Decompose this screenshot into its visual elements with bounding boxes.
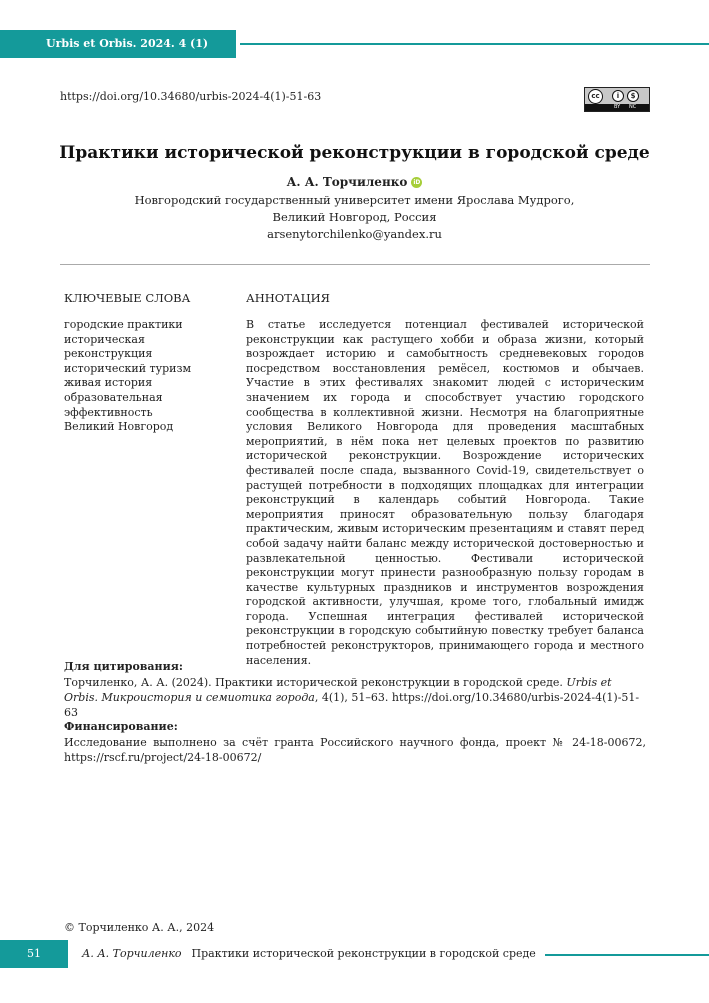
by-icon: i bbox=[612, 90, 624, 102]
keyword: исторический туризм bbox=[64, 361, 192, 375]
keyword: историческая bbox=[64, 332, 145, 346]
citation-part2: , 4(1), 51–63. https://doi.org/10.34680/urbis-2024-4(1)-51-63 bbox=[64, 691, 640, 719]
author-name: А. А. Торчиленко bbox=[286, 175, 408, 189]
cc-by-nc-icon[interactable] bbox=[584, 87, 650, 112]
funding-heading: Финансирование: bbox=[64, 720, 178, 733]
footer-title: Практики исторической реконструкции в городской среде bbox=[191, 947, 536, 960]
article-title: Практики исторической реконструкции в городской среде bbox=[59, 143, 650, 163]
citation-heading: Для цитирования: bbox=[64, 660, 183, 673]
keyword: городские практики bbox=[64, 318, 183, 331]
by-label: BY bbox=[614, 104, 621, 110]
keywords-list bbox=[64, 318, 191, 435]
footer-rule bbox=[545, 954, 709, 956]
affiliation bbox=[0, 192, 709, 243]
affiliation-city: Великий Новгород, Россия bbox=[272, 210, 437, 224]
nc-label: NC bbox=[629, 104, 637, 110]
citation-journal: Urbis et Orbis. Микроистория и семиотика города bbox=[64, 676, 612, 704]
affiliation-university: Новгородский государственный университет имени Ярослава Мудрого, bbox=[134, 193, 575, 207]
header-rule bbox=[240, 43, 709, 45]
keyword: эффективность bbox=[64, 405, 153, 419]
page-number: 51 bbox=[0, 940, 68, 968]
keywords-heading: КЛЮЧЕВЫЕ СЛОВА bbox=[64, 291, 191, 305]
divider bbox=[60, 264, 650, 265]
citation-part1: Торчиленко, А. А. (2024). Практики исторической реконструкции в городской среде. bbox=[64, 676, 567, 689]
author-email[interactable]: arsenytorchilenko@yandex.ru bbox=[267, 227, 442, 241]
citation-text bbox=[64, 675, 646, 720]
abstract-text: В статье исследуется потенциал фестивалей исторической реконструкции как растущего хобби и образа жизни, который возрождает историю и самобытность средневековых городов посредством восстановления ремёсел, костюмов и обычаев. Участие в этих фестивалях знакомит людей с историческим значением их города и способствует участию городского сообщества в коллективной жизни. Несмотря на благоприятные условия Великого Новгорода для проведения масштабных мероприятий, в нём пока нет целевых проектов по развитию исторической реконструкции. Возрождение исторических фестивалей после спада, вызванного Covid-19, свидетельствует о растущей потребности в подходящих площадках для интеграции реконструкций в календарь событий Новгорода. Такие мероприятия приносят образовательную пользу благодаря практическим, живым историческим презентациям и ставят перед собой задачу найти баланс между исторической достоверностью и развлекательной ценностью. Фестивали исторической реконструкции могут принести разнообразную пользу городам в качестве культурных праздников и инструментов возрождения городской активности, улучшая, кроме того, глобальный имидж города. Успешная интеграция фестивалей исторической реконструкции в городскую событийную повестку требует баланса потребностей реконструкторов, принимающего города и местного населения. bbox=[246, 318, 644, 667]
keyword: живая история bbox=[64, 376, 153, 390]
author bbox=[0, 175, 709, 189]
journal-header: Urbis et Orbis. 2024. 4 (1) bbox=[0, 30, 236, 58]
doi-link[interactable]: https://doi.org/10.34680/urbis-2024-4(1)-51-63 bbox=[60, 90, 322, 103]
nc-icon: $ bbox=[627, 90, 639, 102]
funding-text: Исследование выполнено за счёт гранта Российского научного фонда, проект № 24-18-00672, https://rscf.ru/project/24-18-00672/ bbox=[64, 736, 646, 764]
running-footer bbox=[82, 947, 536, 960]
cc-icon: cc bbox=[588, 89, 603, 104]
copyright: © Торчиленко А. А., 2024 bbox=[64, 921, 215, 934]
keyword: реконструкция bbox=[64, 347, 153, 361]
footer-author: А. А. Торчиленко bbox=[82, 947, 182, 960]
abstract-heading: АННОТАЦИЯ bbox=[246, 291, 330, 305]
keyword: Великий Новгород bbox=[64, 420, 174, 434]
keyword: образовательная bbox=[64, 390, 163, 404]
orcid-icon[interactable]: iD bbox=[413, 179, 421, 186]
